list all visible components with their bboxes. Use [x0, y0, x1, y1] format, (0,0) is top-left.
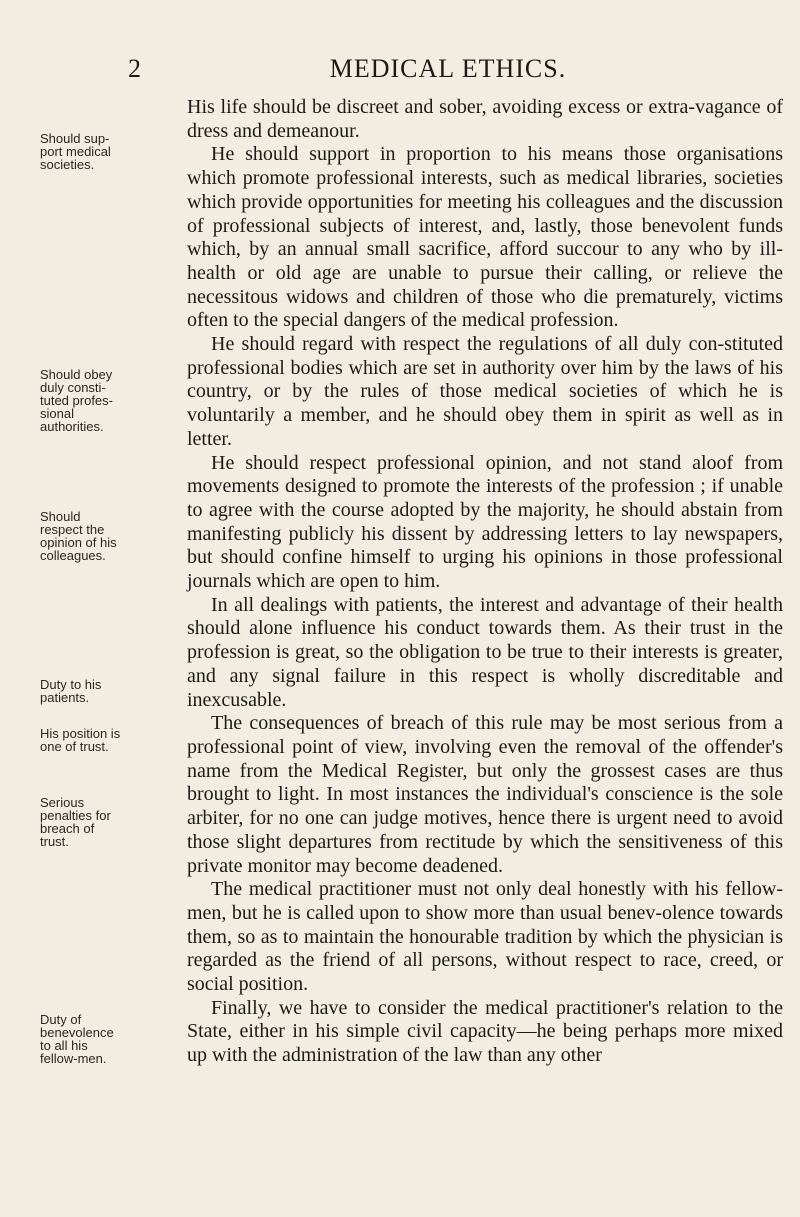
paragraph: The consequences of breach of this rule may be most serious from a professional point of view, involving even the removal of the offender's name from the Medical Register, but only the grossest cases are thus brought to light. In most instances the individual's conscience is the sole arbiter, for no one can judge motives, hence there is urgent need to avoid those slight departures from rectitude by which the sensitiveness of this private monitor may become deadened. — [187, 712, 783, 877]
paragraph: He should support in proportion to his means those organisations which promote professional interests, such as medical libraries, societies which provide opportunities for meeting his colleagues and the discussion of professional subjects of interest, and, lastly, those benevolent funds which, by an annual small sacrifice, afford succour to any who by ill-health or old age are unable to pursue their calling, or relieve the necessitous widows and children of those who die prematurely, victims often to the special dangers of the medical profession. — [187, 143, 783, 332]
margin-note-position-of-trust: His position is one of trust. — [40, 726, 121, 754]
margin-note-obey-authorities: Should obey duly consti- tuted profes- sional authorities. — [40, 367, 113, 434]
paragraph: He should respect professional opinion, and not stand aloof from movements designed to promote the interests of the profession ; if unable to agree with the course adopted by the majority, he should abstain from manifesting publicly his dissent by addressing letters to lay newspapers, but should confine himself to urging his opinions in those professional journals which are open to him. — [187, 451, 783, 593]
running-title: MEDICAL ETHICS. — [329, 54, 567, 83]
page-header — [128, 54, 768, 84]
paragraph: He should regard with respect the regulations of all duly con-stituted professional bodies which are set in authority over him by the laws of his country, or by the rules of those medical societies of which he is voluntarily a member, and he should obey them in spirit as well as in letter. — [187, 333, 783, 450]
paragraph: In all dealings with patients, the interest and advantage of their health should alone influence his conduct towards them. As their trust in the profession is great, so the obligation to be true to their interests is greater, and any signal failure in this respect is wholly discreditable and inexcusable. — [187, 593, 783, 711]
margin-note-duty-of-benevolence: Duty of benevolence to all his fellow-men. — [40, 1012, 114, 1066]
body-text — [187, 96, 783, 1068]
paragraph: The medical practitioner must not only deal honestly with his fellow-men, but he is called upon to show more than usual benev-olence towards them, so as to maintain the honourable tradition by which the physician is regarded as the friend of all persons, without respect to race, creed, or social position. — [187, 878, 783, 996]
paragraph: Finally, we have to consider the medical practitioner's relation to the State, either in his simple civil capacity—he being perhaps more mixed up with the administration of the law than any other — [187, 996, 783, 1067]
page-number: 2 — [128, 54, 141, 83]
margin-note-respect-opinion: Should respect the opinion of his colleagues. — [40, 509, 117, 563]
margin-note-duty-to-patients: Duty to his patients. — [40, 677, 102, 705]
paragraph: His life should be discreet and sober, avoiding excess or extra-vagance of dress and demeanour. — [187, 96, 783, 142]
margin-note-support-societies: Should sup- port medical societies. — [40, 131, 111, 172]
margin-note-serious-penalties: Serious penalties for breach of trust. — [40, 795, 111, 849]
